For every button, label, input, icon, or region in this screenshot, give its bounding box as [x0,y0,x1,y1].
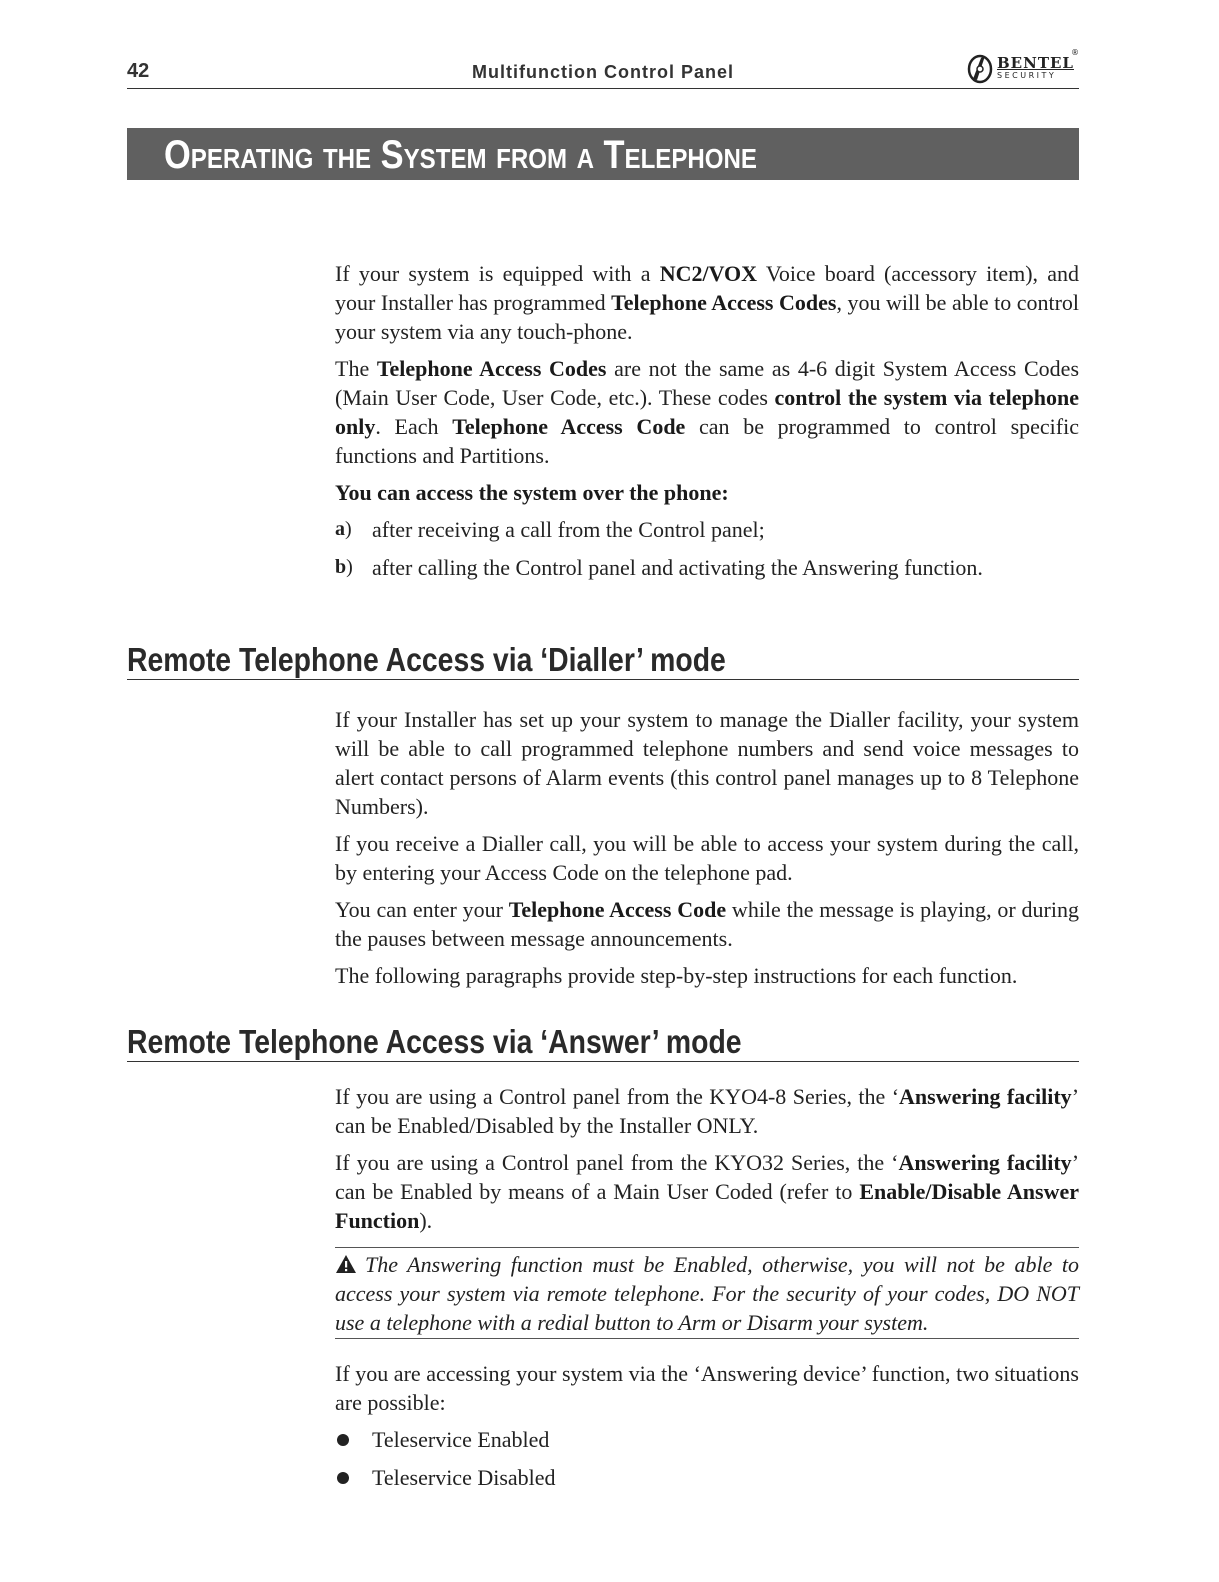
list-item [335,1425,1079,1454]
list-item: a) after receiving a call from the Control panel; [335,517,765,542]
running-title: Multifunction Control Panel [472,62,734,82]
list-item [335,1463,1079,1492]
dialler-paragraph-1: If your Installer has set up your system to manage the Dialler facility, your system will be able to call programmed telephone numbers and send voice messages to alert contact persons of Alarm events (this control panel manages up to 8 Telephone Numbers). [335,707,1079,819]
bentel-logo [967,48,1079,86]
dialler-paragraph-2: If you receive a Dialler call, you will be able to access your system during the call, by entering your Access Code on the telephone pad. [335,831,1079,885]
answer-paragraph-2: If you are using a Control panel from the KYO32 Series, the ‘Answering facility’ can be Enabled by means of a Main User Coded (refer to Enable/Disable Answer Function). [335,1150,1080,1233]
chapter-title-band [127,128,1079,180]
answer-section-heading [127,1019,1079,1062]
answer-paragraph-3: If you are accessing your system via the ‘Answering device’ function, two situations are possible: [335,1361,1079,1415]
warning-text: The Answering function must be Enabled, otherwise, you will not be able to access your system via remote telephone. For the security of your codes, DO NOT use a telephone with a redial button to Arm or Disarm your system. [335,1252,1079,1335]
dialler-paragraph-3: You can enter your Telephone Access Code while the message is playing, or during the pauses between message announcements. [335,897,1079,951]
registered-mark: ® [1071,48,1079,57]
list-item-text: Teleservice Enabled [372,1427,550,1452]
chapter-title: Operating the System from a Telephone [164,133,757,177]
logo-wordmark: BENTEL [997,54,1074,72]
intro-section [335,259,1079,591]
warning-note [335,1247,1079,1339]
list-marker: b [335,556,347,578]
intro-access-lead: You can access the system over the phone: [335,480,729,505]
list-marker: a [335,518,345,540]
warning-icon [335,1254,357,1274]
list-item-text: after calling the Control panel and activating the Answering function. [372,555,983,580]
intro-paragraph-1: If your system is equipped with a NC2/VOX Voice board (accessory item), and your Installer has programmed Telephone Access Codes, you will be able to control your system via any touch-phone. [335,261,1080,344]
list-item-text: after receiving a call from the Control panel; [372,517,765,542]
dialler-section-heading [127,637,1079,680]
list-item-text: Teleservice Disabled [372,1465,556,1490]
section-title: Remote Telephone Access via ‘Dialler’ mode [127,641,726,678]
section-title: Remote Telephone Access via ‘Answer’ mode [127,1023,742,1060]
bentel-logo-mark-icon [967,52,993,84]
logo-subtitle: SECURITY [997,71,1057,80]
dialler-section [335,705,1079,998]
page-number: 42 [127,60,150,82]
bullet-icon [337,1472,349,1484]
dialler-paragraph-4: The following paragraphs provide step-by-step instructions for each function. [335,963,1018,988]
intro-paragraph-2: The Telephone Access Codes are not the same as 4-6 digit System Access Codes (Main User Code, User Code, etc.). These codes control the system via telephone only. Each Telephone Access Code can be programmed to control specific functions and Partitions. [335,356,1080,468]
page-header [127,48,1079,89]
answer-paragraph-1: If you are using a Control panel from the KYO4-8 Series, the ‘Answering facility’ can be Enabled/Disabled by the Installer ONLY. [335,1084,1080,1138]
bullet-icon [337,1434,349,1446]
answer-section [335,1082,1079,1501]
list-item: b) after calling the Control panel and activating the Answering function. [335,555,983,580]
